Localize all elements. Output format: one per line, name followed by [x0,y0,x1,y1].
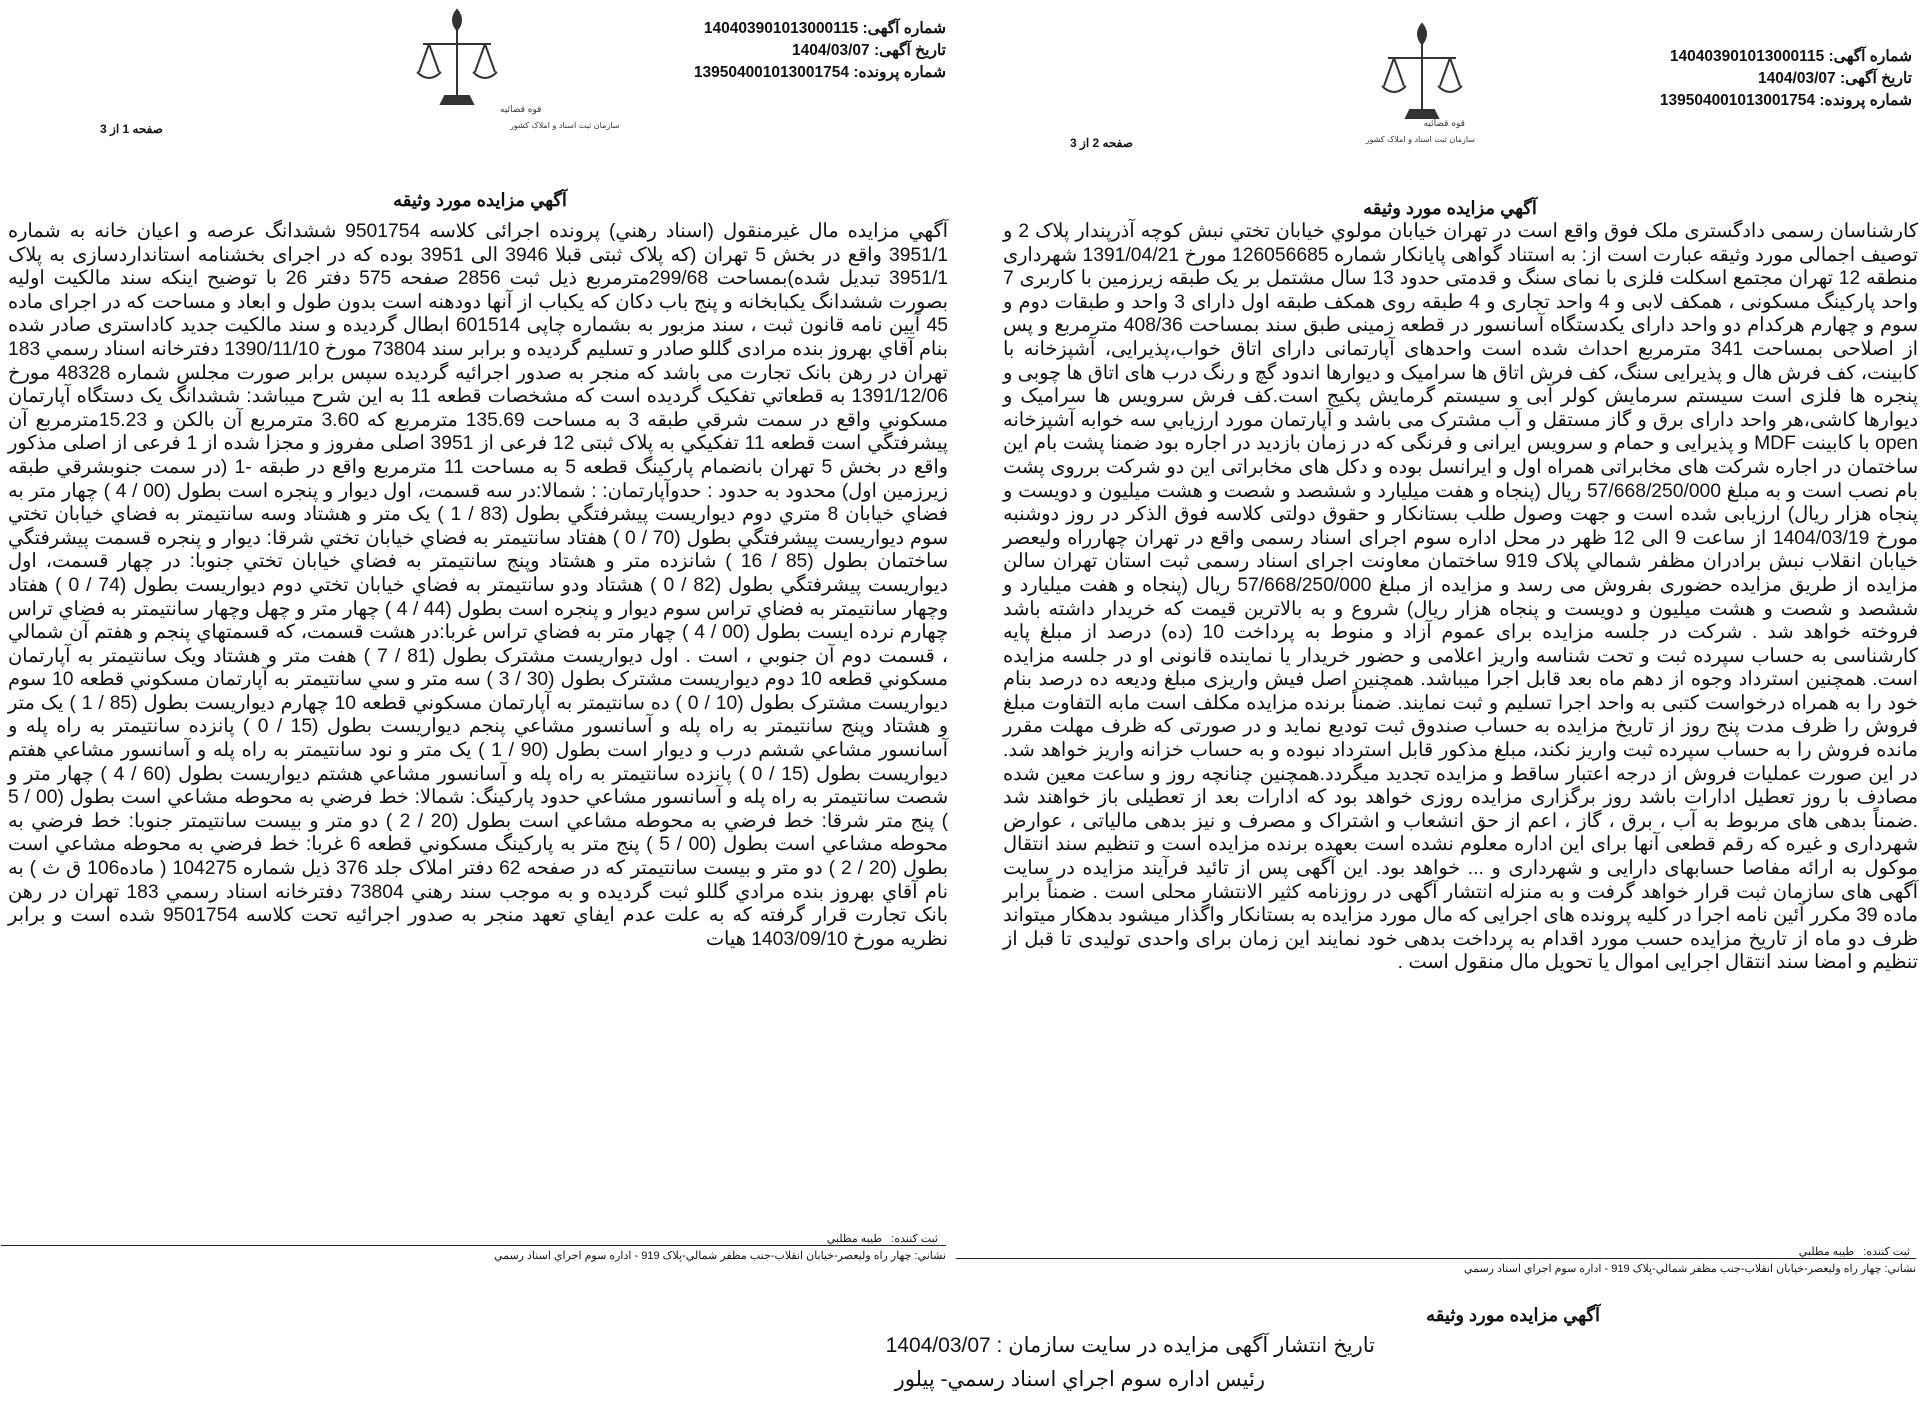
notice-body: کارشناسان رسمی دادگستری ملک فوق واقع است در تهران خيابان مولوي خيابان تختي نبش کوچه آذرپندار پلاک 2 و توصیف اجمالی مورد وثیقه عبارت است از: به استناد گواهی پایانکار شماره 126056685 مورخ 1391/04/21 شهرداری منطقه 12 تهران مجتمع اسکلت فلزی با نمای سنگ و قدمتی حدود 13 سال مشتمل بر یک طبقه زیرزمین با کاربری 7 واحد پارکینگ مسکونی ، همکف لابی و 4 واحد تجاری و 4 طبقه روی همکف طبقه اول دارای 3 واحد و طبقات دوم و سوم و چهارم هرکدام دو واحد دارای یکدستگاه آسانسور در قطعه زمینی طبق سند بمساحت 408/36 مترمربع و پس از اصلاحی بمساحت 341 مترمربع احداث شده است واحدهای آپارتمانی دارای اتاق خواب،پذیرایی، آشپزخانه با کابینت، کف فرش هال و پذیرایی سنگ، کف فرش اتاق ها سرامیک و دیوارها اندود گچ و رنگ درب های اتاق ها چوبی و پنجره ها فلزی است سیستم سرمایش کولر آبی و سیستم گرمایش پکیج است.کف فرش سرویس ها سرامیک و دیوارها کاشی،هر واحد دارای برق و گاز مستقل و آب مشترک می باشد و آپارتمان مورد ارزيابي سه خوابه آشپزخانه open با کابینت MDF و پذیرایی و حمام و سرویس ایرانی و فرنگی که در زمان بازدید در اجاره بود ضمنا پشت بام این ساختمان در اجاره شرکت های مخابراتی همراه اول و ایرانسل بوده و دکل های مخابراتی این دو شرکت برروی پشت بام نصب است و به مبلغ 57/668/250/000 ریال (پنجاه و هفت میلیارد و ششصد و شصت و هشت میلیون و دویست و پنجاه هزار ریال) ارزیابی شده است و جهت وصول طلب بستانکار و حقوق دولتی کلاسه فوق الذکر در روز دوشنبه مورخ 1404/03/19 از ساعت 9 الی 12 ظهر در محل اداره سوم اجرای اسناد رسمی واقع در تهران چهارراه ولیعصر خيابان انقلاب نبش برادران مظفر شمالي پلاک 919 ساختمان معاونت اجرای اسناد رسمی ثبت استان تهران سالن مزایده از طریق مزایده حضوری بفروش می رسد و مزایده از مبلغ 57/668/250/000 ریال (پنجاه و هفت میلیارد و ششصد و شصت و هشت میلیون و دویست و پنجاه هزار ریال) شروع و به بالاترین قیمت که خریدار داشته باشد فروخته خواهد شد . شرکت در جلسه مزایده برای عموم آزاد و منوط به پرداخت 10 (ده) درصد از مبلغ پایه کارشناسی به حساب سپرده ثبت و تحت شناسه واریز اعلامی و حضور خریدار یا نماینده قانونی او در جلسه مزایده است. همچنین استرداد وجوه از دهم ماه بعد قابل اجرا میباشد. همچنین اصل فیش واریزی مبلغ ودیعه ده درصد بنام خود را به همراه درخواست کتبی به واحد اجرا تسلیم و ثبت نمایند. ضمناً برنده مزایده مکلف است مابه التفاوت مبلغ فروش را ظرف مدت پنج روز از تاریخ مزایده به حساب صندوق ثبت تودیع نماید و در صورتی که ظرف مهلت مقرر مانده فروش را به حساب سپرده ثبت واریز نکند، مبلغ مذکور قابل استرداد نبوده و به حساب خزانه واریز خواهد شد. در این صورت عملیات فروش از درجه اعتبار ساقط و مزایده تجدید میگردد.همچنین چنانچه روز و ساعت معین شده مصادف با روز تعطیل ادارات باشد روز برگزاری مزایده روزی خواهد بود که ادارات بعد از تعطیلی باز خواهند شد .ضمناً بدهی های مربوط به آب ، برق ، گاز ، اعم از حق انشعاب و اشتراک و مصرف و نیز بدهی مالیاتی ، عوارض شهرداری و غیره که رقم قطعی آنها برای این اداره معلوم نشده است بعهده برنده مزایده است و تنظیم سند انتقال موکول به ارائه مفاصا حسابهای دارایی و شهرداری و ... خواهد بود. این آگهی پس از تائید فرآیند مزایده در سایت آگهی های سازمان ثبت قرار خواهد گرفت و به منزله انتشار آگهی در روزنامه کثیر الانتشار محلی است . ضمناً برابر ماده 39 مکرر آئین نامه اجرا در کلیه پرونده های اجرایی که مال مورد مزایده به بستانکار واگذار میشود بدهکار میتواند ظرف دو ماه از تاریخ مزایده حسب مورد اقدام به پرداخت بدهی خود نمایند این زمان برای واحدی تولیدی تا قبل از تنظیم و امضا سند انتقال اجرایی اموال یا تحویل مال منقول است . [1003,221,1919,974]
file-number-value: 139504001013001754 [1659,92,1816,109]
footer-divider [956,1258,1916,1259]
notice-date-row [1552,68,1912,90]
notice-title: آگهي مزايده مورد وثيقه [1363,198,1537,218]
file-number-value: 139504001013001754 [693,64,850,81]
notice-number-value: 140403901013000115 [703,20,859,37]
registrar [827,1232,938,1245]
notice-page-2 [970,0,1930,1275]
file-number-label: شماره پرونده: [853,64,946,81]
notice-number-row [586,18,946,40]
registrar-label: ثبت کننده: [1863,1246,1910,1258]
notice-metadata [1552,46,1912,112]
notice-date-value: 1404/03/07 [792,42,870,59]
file-number-row [586,62,946,84]
notice-number-label: شماره آگهی: [1828,48,1912,65]
notice-date-value: 1404/03/07 [1758,70,1836,87]
notice-page-1 [0,0,960,1275]
page-number: صفحه 1 از 3 [100,122,163,136]
notice-number-value: 140403901013000115 [1669,48,1825,65]
svg-text:قوه قضائیه: قوه قضائیه [500,105,542,115]
judiciary-scales-emblem-icon [405,4,620,134]
page-number: صفحه 2 از 3 [1070,136,1133,150]
notice-date-row [586,40,946,62]
notice-date-label: تاریخ آگهی: [1839,70,1912,87]
publish-date-line: تاريخ انتشار آگهی مزایده در سایت سازمان : 1404/03/07 [885,1334,1375,1357]
notice-body: آگهي مزايده مال غيرمنقول (اسناد رهني) پرونده اجرائی کلاسه 9501754 ششدانگ عرصه و اعيان خانه به شماره 3951/1 واقع در بخش 5 تهران (که پلاک ثبتی قبلا 3946 الی 3951 بوده که در اجرای بخشنامه استانداردسازی به پلاک 3951/1 تبدیل شده)بمساحت 299/68مترمربع ذيل ثبت 2856 صفحه 575 دفتر 26 با توضیح اینکه سند مالکیت اولیه بصورت ششدانگ یکبابخانه و پنج باب دکان که یکباب از آنها دودهنه است بدون طول و ابعاد و مساحت که در اجرای ماده 45 آیین نامه قانون ثبت ، سند مزبور به بشماره چاپی 601514 ابطال گردیده و سند مالکیت جدید کاداستری صادر شده بنام آقاي بهروز بنده مرادی گللو صادر و تسلیم گردیده و برابر سند 73804 مورخ 1390/11/10 دفترخانه اسناد رسمي 183 تهران در رهن بانک تجارت می باشد که منجر به صدور اجرائیه گردیده سپس برابر صورت مجلس شماره 48328 مورخ 1391/12/06 به قطعاتي تفکيک گرديده است که مشخصات قطعه 11 به اين شرح ميباشد: ششدانگ يک دستگاه آپارتمان مسکوني واقع در سمت شرقي طبقه 3 به مساحت 135.69 مترمربع که 3.60 مترمربع آن بالکن و 15.23مترمربع آن پيشرفتگي است قطعه 11 تفکيکي به پلاک ثبتی 12 فرعی از 3951 اصلی مفروز و مجزا شده از 1 فرعی از اصلی مذکور واقع در بخش 5 تهران بانضمام پارکينگ قطعه 5 به مساحت 11 مترمربع واقع در طبقه -1 (در سمت جنوبشرقي طبقه زيرزمين اول) محدود به حدود : حدوآپارتمان: : شمالا:در سه قسمت، اول ديوار و پنجره است بطول (00 / 4 ) چهار متر به فضاي خيابان 8 متري دوم ديواريست پيشرفتگي بطول (83 / 1 ) يک متر و هشتاد وسه سانتيمتر به فضاي خيابان تختي سوم ديواريست پيشرفتگي بطول (70 / 0 ) هفتاد سانتيمتر به فضاي خيابان تختي شرقا: ديوار و پنجره قسمت پيشرفتگي ساختمان بطول (85 / 16 ) شانزده متر و هشتاد وپنج سانتيمتر به فضاي خيابان تختي جنوبا: در چهار قسمت، اول ديواريست پيشرفتگي بطول (82 / 0 ) هشتاد ودو سانتيمتر به فضاي خيابان تختي دوم ديواريست بطول (74 / 0 ) هفتاد وچهار سانتيمتر به فضاي تراس سوم ديوار و پنجره است بطول (44 / 4 ) چهار متر و چهل وچهار سانتيمتر به فضاي تراس چهارم نرده ايست بطول (00 / 4 ) چهار متر به فضاي تراس غربا:در هشت قسمت، که قسمتهاي پنجم و هفتم آن شمالي ، قسمت دوم آن جنوبي ، است . اول ديواريست مشترک بطول (81 / 7 ) هفت متر و هشتاد ويک سانتيمتر به آپارتمان مسکوني قطعه 10 دوم ديواريست مشترک بطول (30 / 3 ) سه متر و سي سانتيمتر به آپارتمان مسکوني قطعه 10 سوم ديواريست مشترک بطول (10 / 0 ) ده سانتيمتر به آپارتمان مسکوني قطعه 10 چهارم ديواريست بطول (85 / 1 ) يک متر و هشتاد وپنج سانتيمتر به راه پله و آسانسور مشاعي پنجم ديواريست بطول (15 / 0 ) پانزده سانتيمتر به راه پله و آسانسور مشاعي ششم درب و ديوار است بطول (90 / 1 ) يک متر و نود سانتيمتر به راه پله و آسانسور مشاعي هفتم ديواريست بطول (15 / 0 ) پانزده سانتيمتر به راه پله و آسانسور مشاعي هشتم ديواريست بطول (60 / 4 ) چهار متر و شصت سانتيمتر به راه پله و آسانسور مشاعي حدود پارکينگ: شمالا: خط فرضي به محوطه مشاعي است بطول (00 / 5 ) پنج متر شرقا: خط فرضي به محوطه مشاعي است بطول (20 / 2 ) دو متر و بيست سانتيمتر جنوبا: خط فرضي به محوطه مشاعي است بطول (00 / 5 ) پنج متر به پارکينگ مسکوني قطعه 6 غربا: خط فرضي به محوطه مشاعي است بطول (20 / 2 ) دو متر و بيست سانتيمتر که در صفحه 62 دفتر املاک جلد 376 ذيل شماره 104275 ( ماده106 ق ث ) به نام آقاي بهروز بنده مرادي گللو ثبت گرديده و به موجب سند رهني 73804 دفترخانه اسناد رسمي 183 تهران در رهن بانک تجارت قرار گرفته که به علت عدم ايفاي تعهد منجر به صدور اجرائيه تحت کلاسه 9501754 شده است و برابر نظريه مورخ 1403/09/10 هيات [8,221,949,950]
footer-divider [1,1245,946,1246]
file-number-row [1552,90,1912,112]
svg-text:سازمان ثبت اسناد و املاک کشور: سازمان ثبت اسناد و املاک کشور [1365,135,1475,144]
registrar [1799,1245,1910,1258]
notice-title: آگهي مزايده مورد وثيقه [393,190,567,210]
svg-text:قوه قضائیه: قوه قضائیه [1423,119,1465,129]
judiciary-scales-emblem-icon [1365,18,1490,148]
summary-title: آگهي مزايده مورد وثيقه [1426,1305,1600,1325]
file-number-label: شماره پرونده: [1819,92,1912,109]
registrar-label: ثبت کننده: [891,1233,938,1245]
svg-text:سازمان ثبت اسناد و املاک کشور: سازمان ثبت اسناد و املاک کشور [510,121,620,130]
notice-number-label: شماره آگهی: [862,20,946,37]
office-address: نشاني: چهار راه وليعصر-خيابان انقلاب-جنب مظفر شمالي-پلاک 919 - اداره سوم اجراي اسناد رسمي [1463,1263,1916,1275]
registrar-name: طيبه مطلبي [826,1233,883,1245]
notice-number-row [1552,46,1912,68]
notice-metadata [586,18,946,84]
notice-date-label: تاریخ آگهی: [873,42,946,59]
signer: رئيس اداره سوم اجراي اسناد رسمي- پيلور [894,1368,1265,1391]
office-address: نشاني: چهار راه وليعصر-خيابان انقلاب-جنب مظفر شمالي-پلاک 919 - اداره سوم اجراي اسناد رسمي [493,1250,946,1262]
registrar-name: طيبه مطلبي [1798,1246,1855,1258]
